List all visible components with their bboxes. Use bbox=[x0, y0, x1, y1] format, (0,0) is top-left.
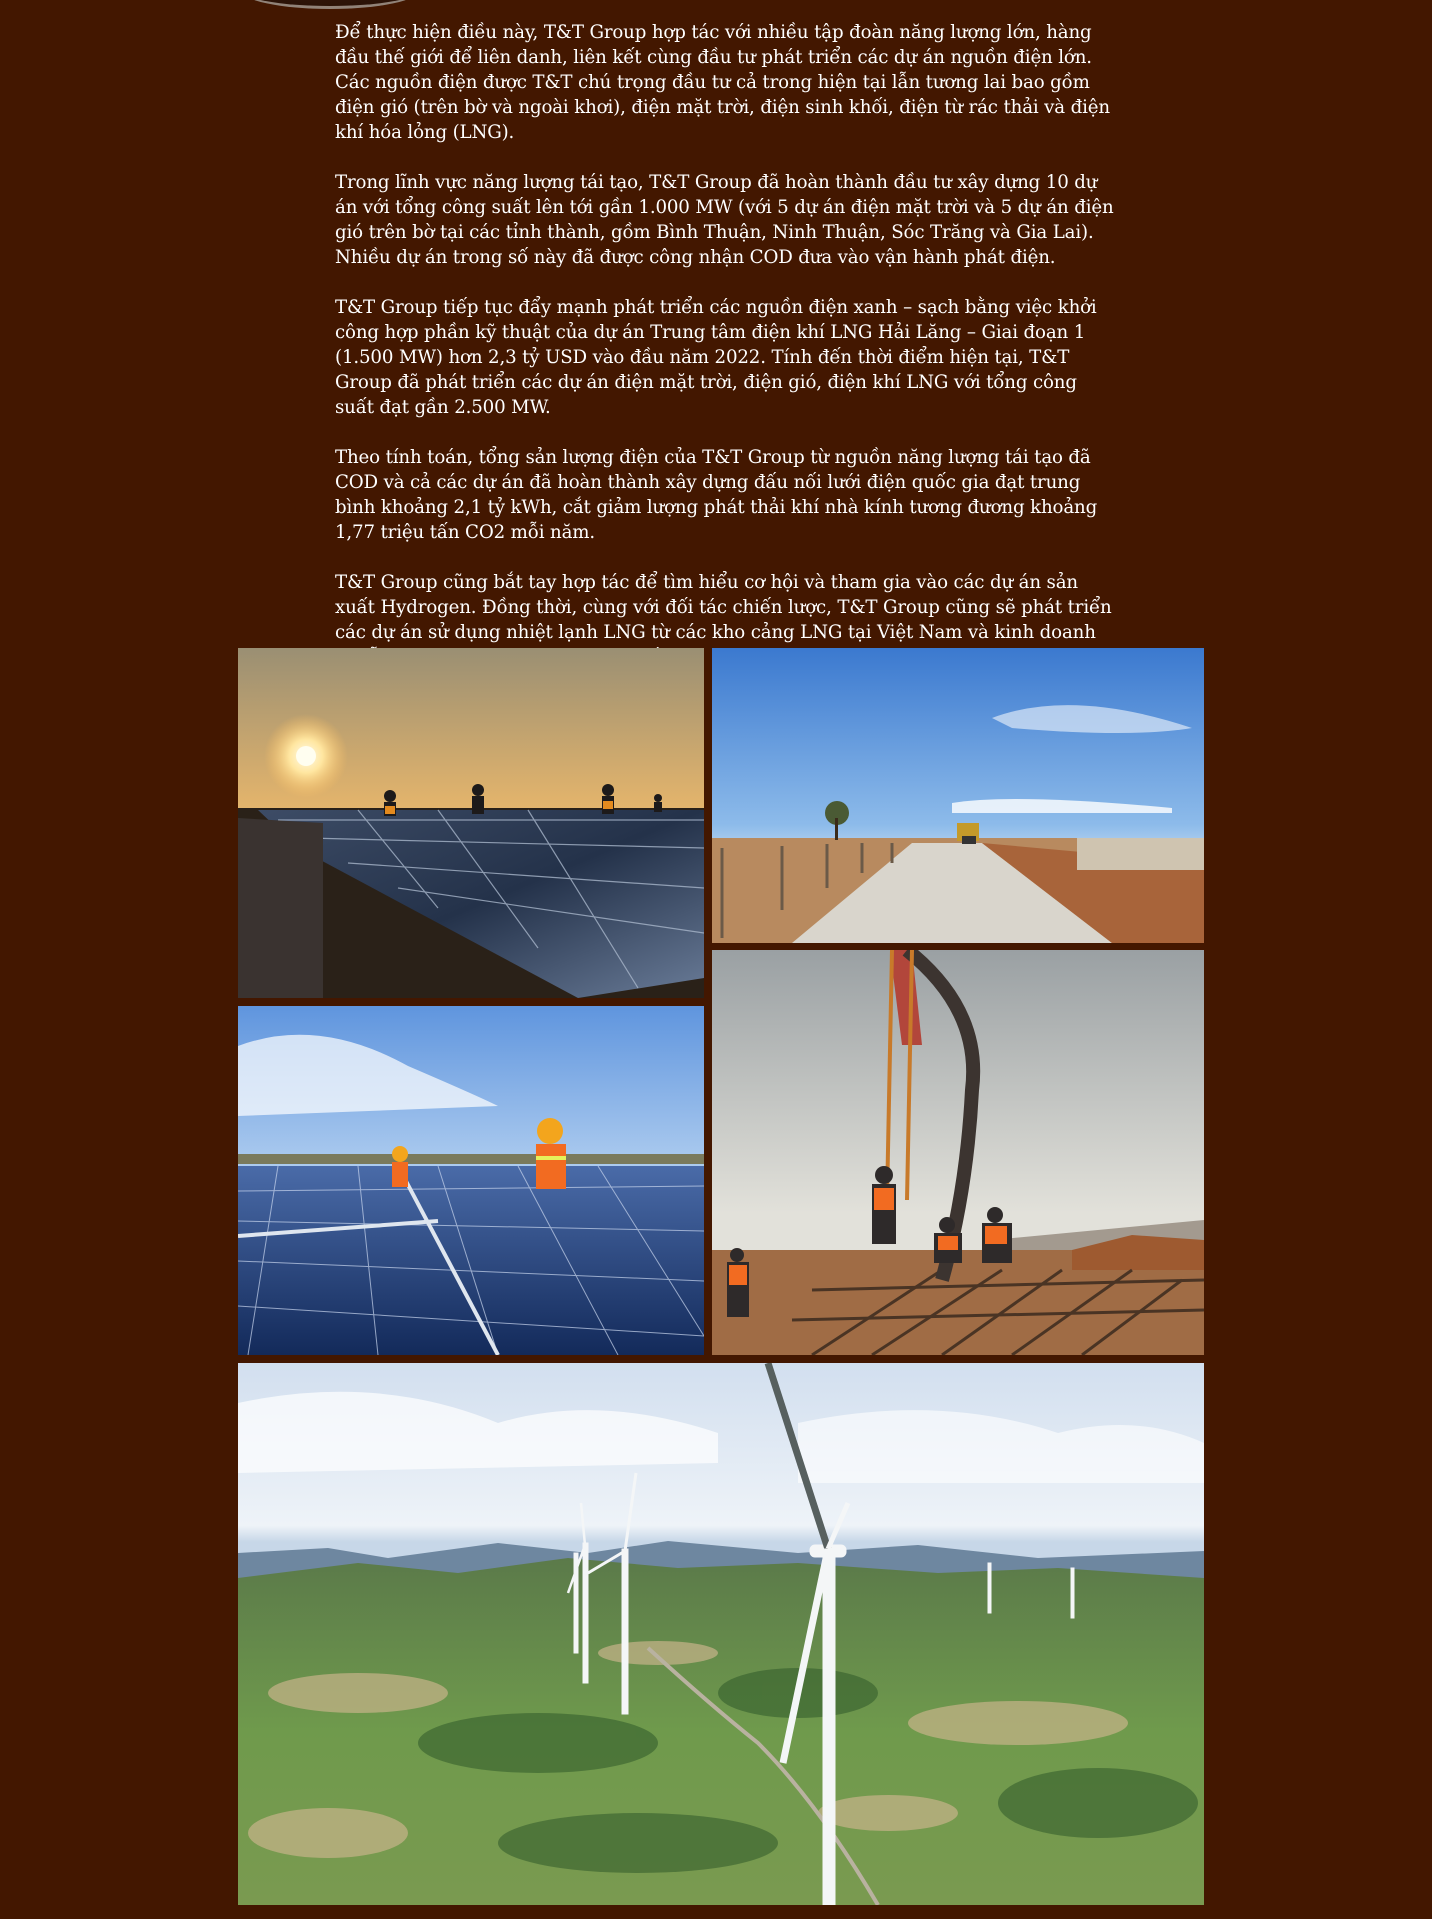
photo-concrete-pouring bbox=[712, 950, 1204, 1355]
article-paragraph-4: Theo tính toán, tổng sản lượng điện của T&T Group từ nguồn năng lượng tái tạo đã COD và cả các dự án đã hoàn thành xây dựng đấu nối lưới điện quốc gia đạt trung bình khoảng 2,1 tỷ kWh, cắt giảm lượng phát thải khí nhà kính tương đương khoảng 1,77 triệu tấn CO2 mỗi năm. bbox=[335, 447, 1098, 543]
photo-wind-farm bbox=[238, 1363, 1204, 1905]
photo-solar-workers bbox=[238, 1006, 704, 1355]
article-paragraph-1: Để thực hiện điều này, T&T Group hợp tác với nhiều tập đoàn năng lượng lớn, hàng đầu thế giới để liên danh, liên kết cùng đầu tư phát triển các dự án nguồn điện lớn. Các nguồn điện được T&T chú trọng đầu tư cả trong hiện tại lẫn tương lai bao gồm điện gió (trên bờ và ngoài khơi), điện mặt trời, điện sinh khối, điện từ rác thải và điện khí hóa lỏng (LNG). bbox=[335, 22, 1110, 143]
decorative-image-edge bbox=[240, 0, 420, 9]
article-paragraph-2: Trong lĩnh vực năng lượng tái tạo, T&T Group đã hoàn thành đầu tư xây dựng 10 dự án với tổng công suất lên tới gần 1.000 MW (với 5 dự án điện mặt trời và 5 dự án điện gió trên bờ tại các tỉnh thành, gồm Bình Thuận, Ninh Thuận, Sóc Trăng và Gia Lai). Nhiều dự án trong số này đã được công nhận COD đưa vào vận hành phát điện. bbox=[335, 172, 1114, 268]
article-paragraph-3: T&T Group tiếp tục đẩy mạnh phát triển các nguồn điện xanh – sạch bằng việc khởi công hợp phần kỹ thuật của dự án Trung tâm điện khí LNG Hải Lăng – Giai đoạn 1 (1.500 MW) hơn 2,3 tỷ USD vào đầu năm 2022. Tính đến thời điểm hiện tại, T&T Group đã phát triển các dự án điện mặt trời, điện gió, điện khí LNG với tổng công suất đạt gần 2.500 MW. bbox=[335, 297, 1097, 418]
article-body bbox=[335, 20, 1115, 695]
photo-construction-road bbox=[712, 648, 1204, 943]
photo-solar-sunset bbox=[238, 648, 704, 998]
article-paragraph-5: T&T Group cũng bắt tay hợp tác để tìm hiểu cơ hội và tham gia vào các dự án sản xuất Hydrogen. Đồng thời, cùng với đối tác chiến lược, T&T Group cũng sẽ phát triển các dự án sử dụng nhiệt lạnh LNG từ các kho cảng LNG tại Việt Nam và kinh doanh bbox=[335, 572, 1112, 643]
